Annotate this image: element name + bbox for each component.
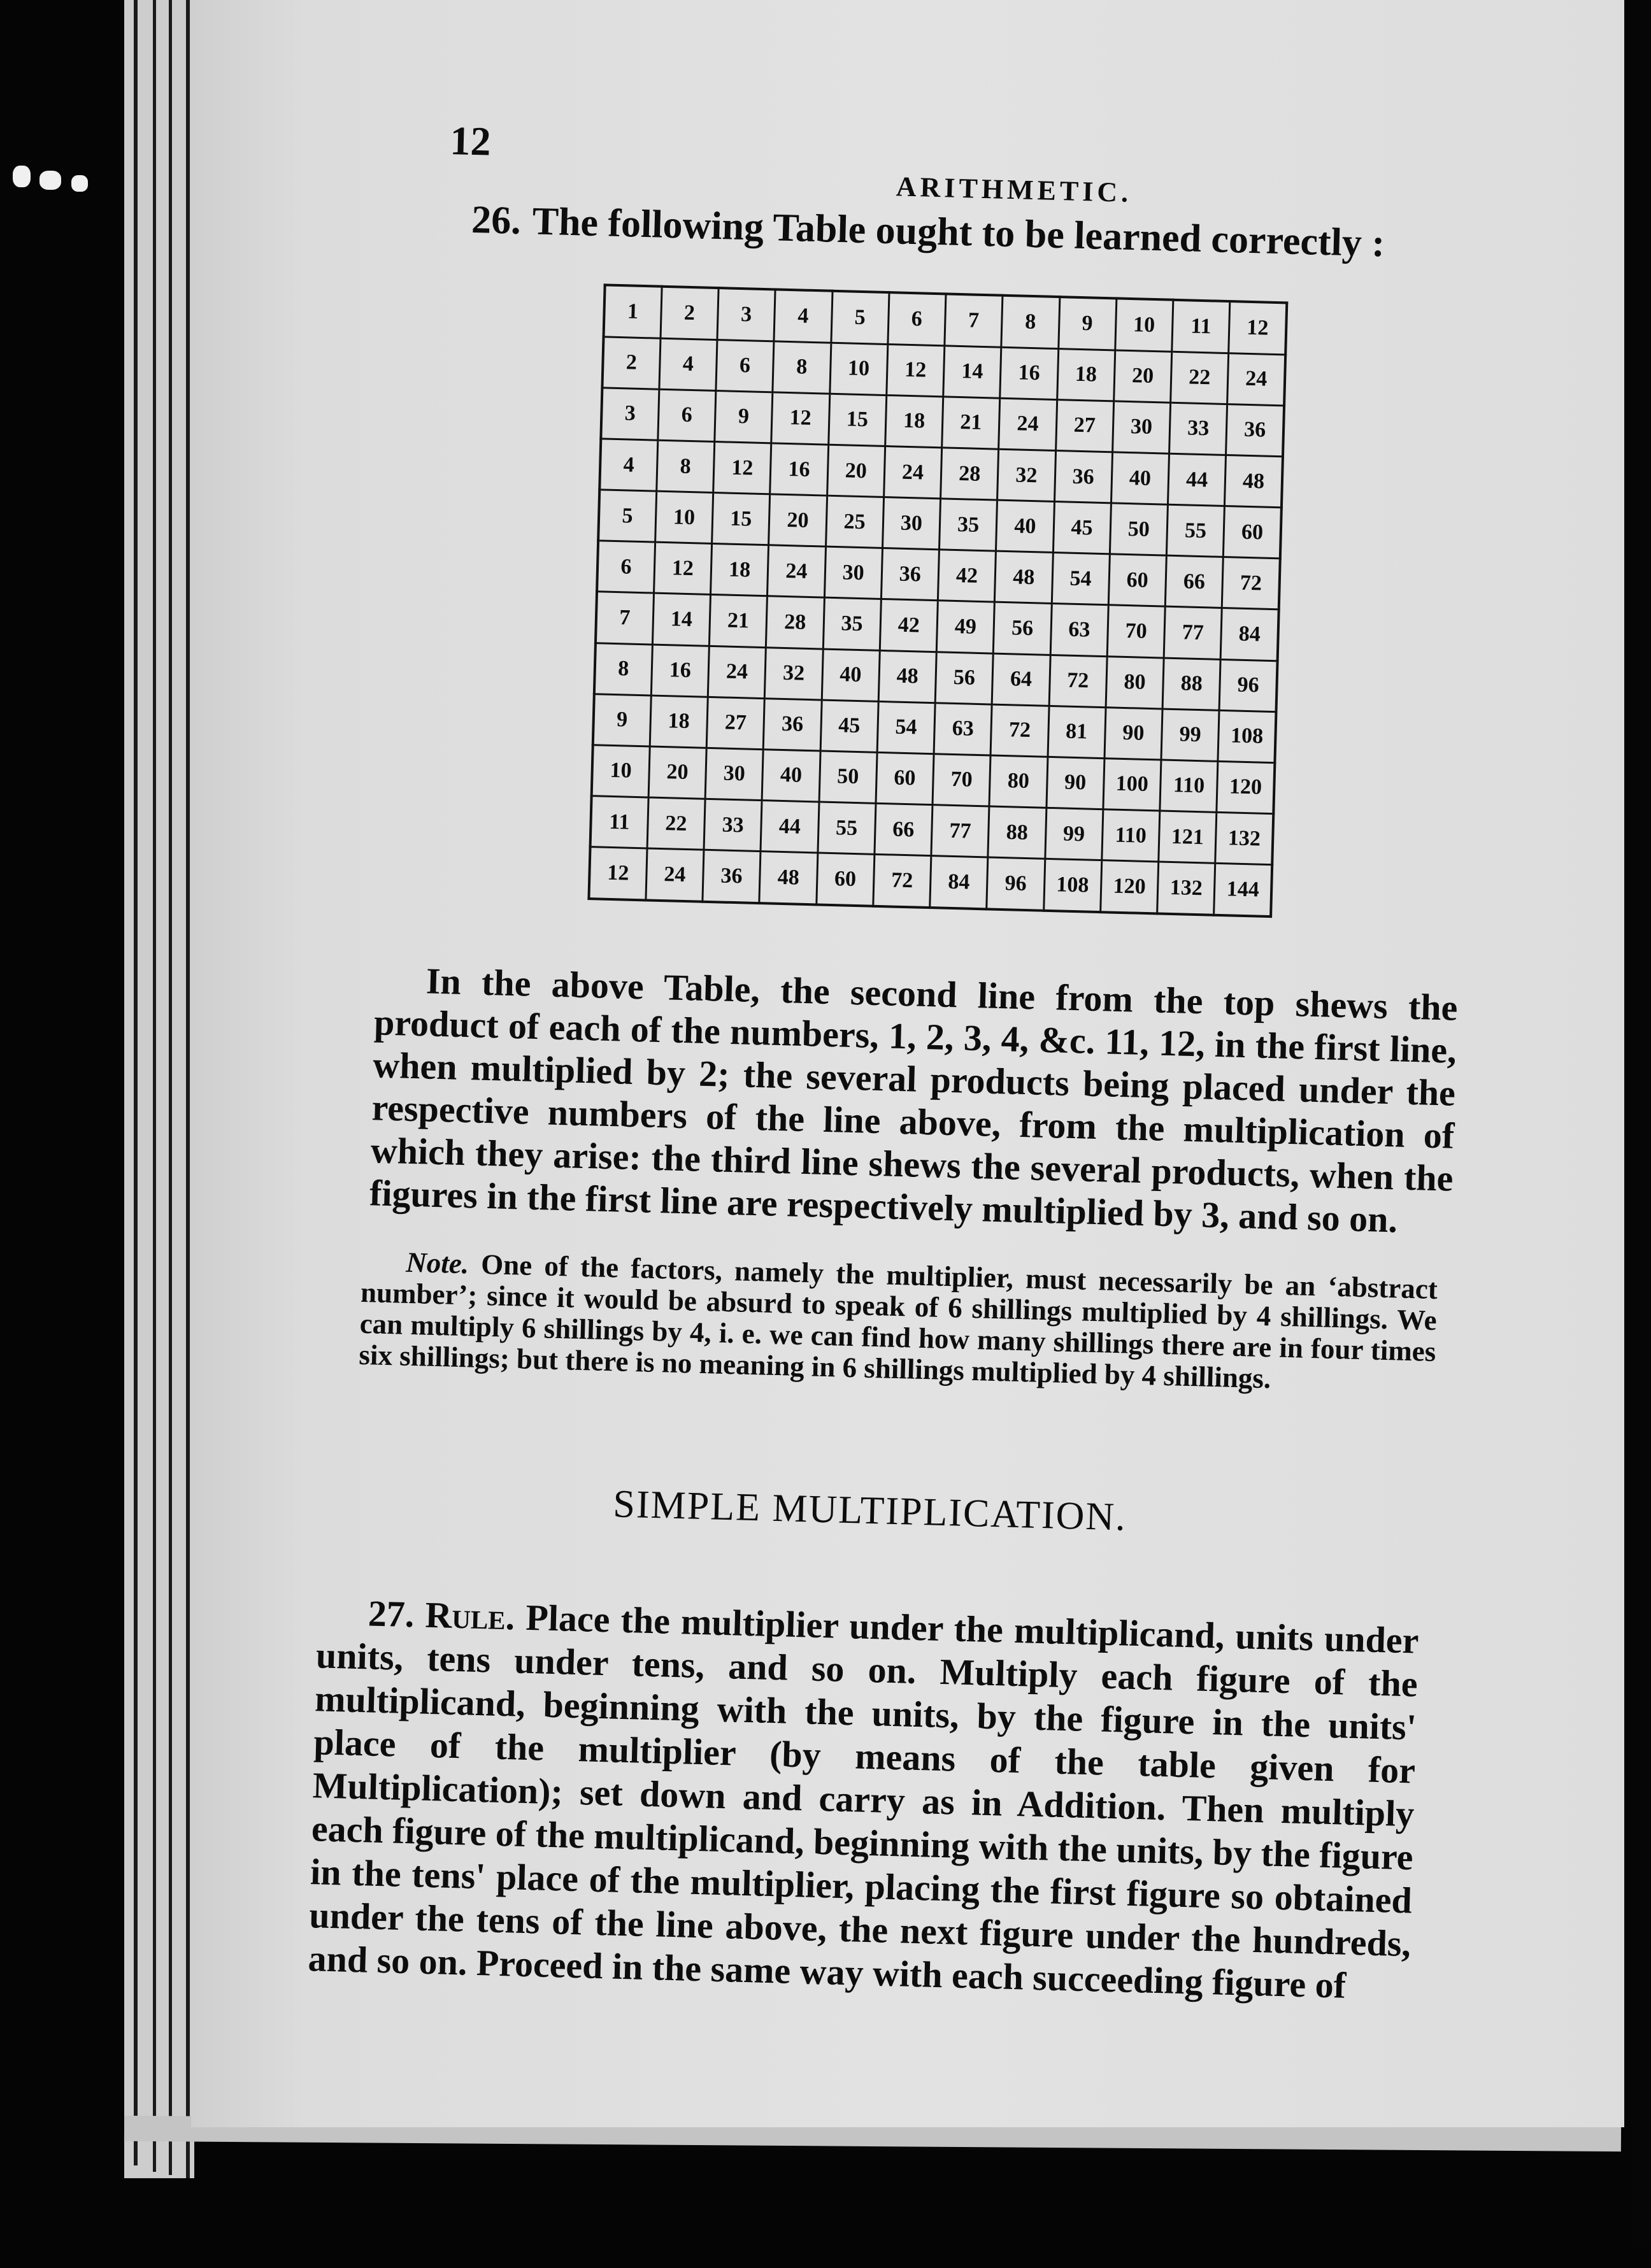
table-cell: 4 — [659, 338, 717, 390]
table-cell: 16 — [1000, 347, 1058, 399]
table-cell: 99 — [1045, 808, 1103, 860]
table-cell: 55 — [1166, 504, 1224, 557]
table-cell: 36 — [703, 850, 761, 903]
table-cell: 90 — [1104, 707, 1162, 759]
table-cell: 55 — [817, 802, 875, 854]
table-cell: 110 — [1160, 760, 1218, 812]
table-cell: 100 — [1103, 759, 1161, 811]
table-cell: 80 — [1106, 656, 1164, 708]
table-cell: 10 — [829, 343, 887, 395]
table-cell: 72 — [1222, 557, 1280, 610]
table-cell: 18 — [650, 695, 708, 748]
table-cell: 42 — [938, 550, 996, 602]
table-cell: 7 — [596, 592, 654, 644]
rule-paragraph — [308, 1590, 1419, 2009]
table-cell: 60 — [1108, 554, 1166, 606]
rule-text: Place the multiplier under the multiplicand, units under units, tens under tens, and so on. Multiply each figure of the multiplicand, beginning with the units, by the figure in the units' place of the multiplier (by means of the table given for Multiplication); set down and carry as in Addition. Then multiply each figure of the multiplicand, beginning with the units, by the figure in the tens' place of the multiplier, placing the first figure so obtained under the tens of the line above, the next figure under the hundreds, and so on. Proceed in the same way with each succeeding figure of — [307, 1596, 1420, 2006]
page-number: 12 — [449, 117, 492, 164]
table-cell: 6 — [597, 541, 655, 593]
table-cell: 14 — [943, 346, 1001, 398]
note-label: Note. — [405, 1246, 469, 1280]
table-cell: 5 — [831, 291, 889, 344]
table-cell: 44 — [761, 801, 818, 853]
table-cell: 77 — [1164, 607, 1222, 659]
table-cell: 132 — [1157, 862, 1215, 915]
table-cell: 121 — [1159, 811, 1217, 863]
table-cell: 9 — [715, 390, 773, 443]
table-cell: 24 — [883, 446, 941, 498]
table-cell: 56 — [993, 603, 1051, 655]
table-cell: 80 — [989, 755, 1047, 808]
table-cell: 63 — [934, 703, 992, 755]
table-cell: 70 — [1107, 605, 1165, 657]
table-cell: 8 — [656, 440, 714, 492]
table-cell: 6 — [716, 339, 774, 392]
table-cell: 25 — [826, 496, 883, 548]
table-cell: 16 — [770, 443, 828, 496]
table-cell: 66 — [875, 803, 933, 855]
table-cell: 1 — [604, 285, 662, 338]
table-cell: 22 — [647, 797, 705, 850]
multiplication-table — [587, 283, 1288, 918]
table-cell: 24 — [768, 545, 826, 597]
table-cell: 21 — [942, 397, 1000, 449]
table-cell: 96 — [987, 857, 1045, 911]
table-cell: 10 — [1115, 298, 1173, 351]
table-cell: 20 — [827, 445, 885, 497]
table-cell: 45 — [820, 700, 878, 752]
table-cell: 5 — [598, 490, 656, 542]
table-cell: 12 — [771, 392, 829, 445]
table-cell: 3 — [601, 388, 659, 440]
table-cell: 32 — [997, 449, 1055, 501]
table-cell: 3 — [717, 288, 775, 341]
table-cell: 120 — [1217, 761, 1275, 813]
table-cell: 84 — [930, 856, 988, 909]
table-cell: 60 — [1224, 506, 1282, 559]
table-cell: 36 — [1226, 404, 1284, 456]
table-cell: 16 — [651, 645, 709, 697]
table-cell: 36 — [1054, 450, 1112, 503]
table-cell: 2 — [602, 337, 660, 389]
table-cell: 12 — [713, 441, 771, 494]
table-cell: 84 — [1220, 608, 1278, 660]
table-cell: 110 — [1102, 809, 1160, 862]
table-cell: 30 — [1112, 401, 1170, 453]
table-cell: 48 — [878, 650, 936, 703]
table-cell: 11 — [1172, 300, 1230, 353]
table-cell: 50 — [1110, 503, 1168, 555]
table-cell: 27 — [706, 697, 764, 749]
table-cell: 64 — [992, 653, 1050, 706]
table-cell: 44 — [1168, 453, 1226, 506]
table-cell: 18 — [1057, 348, 1115, 401]
table-cell: 21 — [709, 595, 767, 647]
table-cell: 30 — [882, 497, 940, 550]
table-cell: 30 — [824, 546, 882, 599]
table-cell: 12 — [887, 344, 945, 396]
multiplication-table-body — [589, 285, 1287, 916]
table-cell: 48 — [995, 551, 1053, 603]
table-cell: 10 — [592, 745, 650, 797]
table-cell: 40 — [762, 750, 820, 802]
table-cell: 56 — [935, 652, 993, 704]
table-cell: 10 — [655, 491, 713, 543]
table-intro-text: The following Table ought to be learned correctly : — [531, 199, 1385, 266]
table-cell: 15 — [712, 493, 770, 545]
table-cell: 18 — [885, 395, 943, 447]
table-cell: 24 — [708, 646, 766, 698]
table-cell: 42 — [880, 599, 938, 652]
table-cell: 8 — [773, 341, 831, 394]
table-cell: 30 — [705, 748, 763, 800]
table-cell: 22 — [1171, 352, 1229, 404]
table-cell: 18 — [710, 544, 768, 596]
table-cell: 9 — [1058, 297, 1116, 350]
table-cell: 4 — [599, 439, 657, 491]
table-cell: 33 — [704, 799, 762, 851]
table-cell: 77 — [931, 805, 989, 857]
table-cell: 48 — [759, 852, 817, 905]
table-cell: 144 — [1214, 864, 1272, 917]
table-cell: 6 — [888, 292, 946, 345]
running-head: ARITHMETIC. — [896, 171, 1133, 209]
table-cell: 40 — [996, 500, 1054, 552]
table-cell: 88 — [988, 806, 1046, 859]
table-cell: 20 — [1113, 350, 1171, 403]
table-cell: 14 — [652, 593, 710, 645]
table-cell: 35 — [939, 499, 997, 551]
table-cell: 54 — [1052, 553, 1110, 605]
table-cell: 50 — [819, 751, 877, 803]
note-paragraph — [359, 1246, 1438, 1399]
table-cell: 70 — [933, 754, 990, 806]
table-cell: 27 — [1055, 399, 1113, 452]
table-cell: 20 — [769, 494, 827, 546]
table-cell: 108 — [1043, 859, 1101, 912]
table-cell: 54 — [877, 701, 935, 753]
table-intro — [471, 197, 1385, 267]
table-cell: 8 — [594, 643, 652, 695]
table-cell: 40 — [1111, 452, 1169, 504]
table-cell: 60 — [816, 853, 874, 906]
table-cell: 48 — [1225, 455, 1283, 507]
table-cell: 45 — [1053, 502, 1111, 554]
table-cell: 2 — [661, 287, 718, 339]
table-cell: 49 — [936, 601, 994, 653]
table-cell: 15 — [828, 394, 886, 446]
rule-label: Rule. — [424, 1594, 516, 1638]
table-cell: 108 — [1218, 710, 1276, 762]
table-cell: 132 — [1215, 812, 1273, 864]
table-cell: 32 — [765, 647, 823, 699]
table-cell: 8 — [1001, 296, 1059, 348]
table-cell: 96 — [1219, 659, 1277, 711]
table-cell: 90 — [1046, 757, 1104, 809]
table-cell: 36 — [763, 698, 821, 750]
table-cell: 9 — [593, 694, 651, 746]
table-cell: 72 — [1049, 655, 1107, 707]
table-cell: 28 — [941, 448, 999, 500]
table-cell: 33 — [1169, 403, 1227, 455]
section-heading: SIMPLE MULTIPLICATION. — [612, 1482, 1127, 1539]
table-cell: 4 — [774, 289, 832, 342]
table-cell: 88 — [1162, 658, 1220, 710]
table-cell: 72 — [873, 854, 931, 908]
table-cell: 40 — [822, 649, 880, 701]
section-number: 26. — [471, 197, 522, 243]
table-cell: 63 — [1050, 604, 1108, 656]
rule-number: 27. — [368, 1592, 415, 1636]
note-text: One of the factors, namely the multiplier, must necessarily be an ‘abstract number’; since it would be absurd to speak of 6 shillings multiplied by 4 shillings. We can multiply 6 shillings by 4, i. e. we can find how many shillings there are in four times six shillings; but there is no meaning in 6 shillings multiplied by 4 shillings. — [358, 1248, 1438, 1395]
table-cell: 60 — [876, 752, 934, 804]
table-cell: 12 — [654, 542, 711, 594]
table-cell: 11 — [590, 796, 648, 848]
table-cell: 120 — [1100, 860, 1158, 914]
table-cell: 35 — [823, 598, 881, 650]
table-cell: 81 — [1048, 706, 1106, 758]
table-cell: 28 — [766, 596, 824, 648]
table-cell: 24 — [646, 848, 704, 902]
table-cell: 12 — [1229, 301, 1287, 354]
table-cell: 12 — [589, 847, 647, 901]
table-cell: 72 — [990, 704, 1048, 757]
table-cell: 99 — [1161, 709, 1219, 761]
table-cell: 24 — [999, 398, 1057, 450]
explanation-paragraph: In the above Table, the second line from the top shews the product of each of the numbers, 1, 2, 3, 4, &c. 11, 12, in the first line, when multiplied by 2; the several products being placed under the respective numbers of the line above, from the multiplication of which they arise: the third line shews the several products, when the figures in the first line are respectively multiplied by 3, and so on. — [369, 960, 1459, 1241]
table-cell: 36 — [881, 548, 939, 601]
table-cell: 6 — [658, 389, 716, 441]
table-cell: 7 — [945, 294, 1003, 346]
table-cell: 20 — [648, 746, 706, 799]
table-cell: 24 — [1227, 353, 1285, 405]
table-cell: 66 — [1165, 555, 1223, 608]
